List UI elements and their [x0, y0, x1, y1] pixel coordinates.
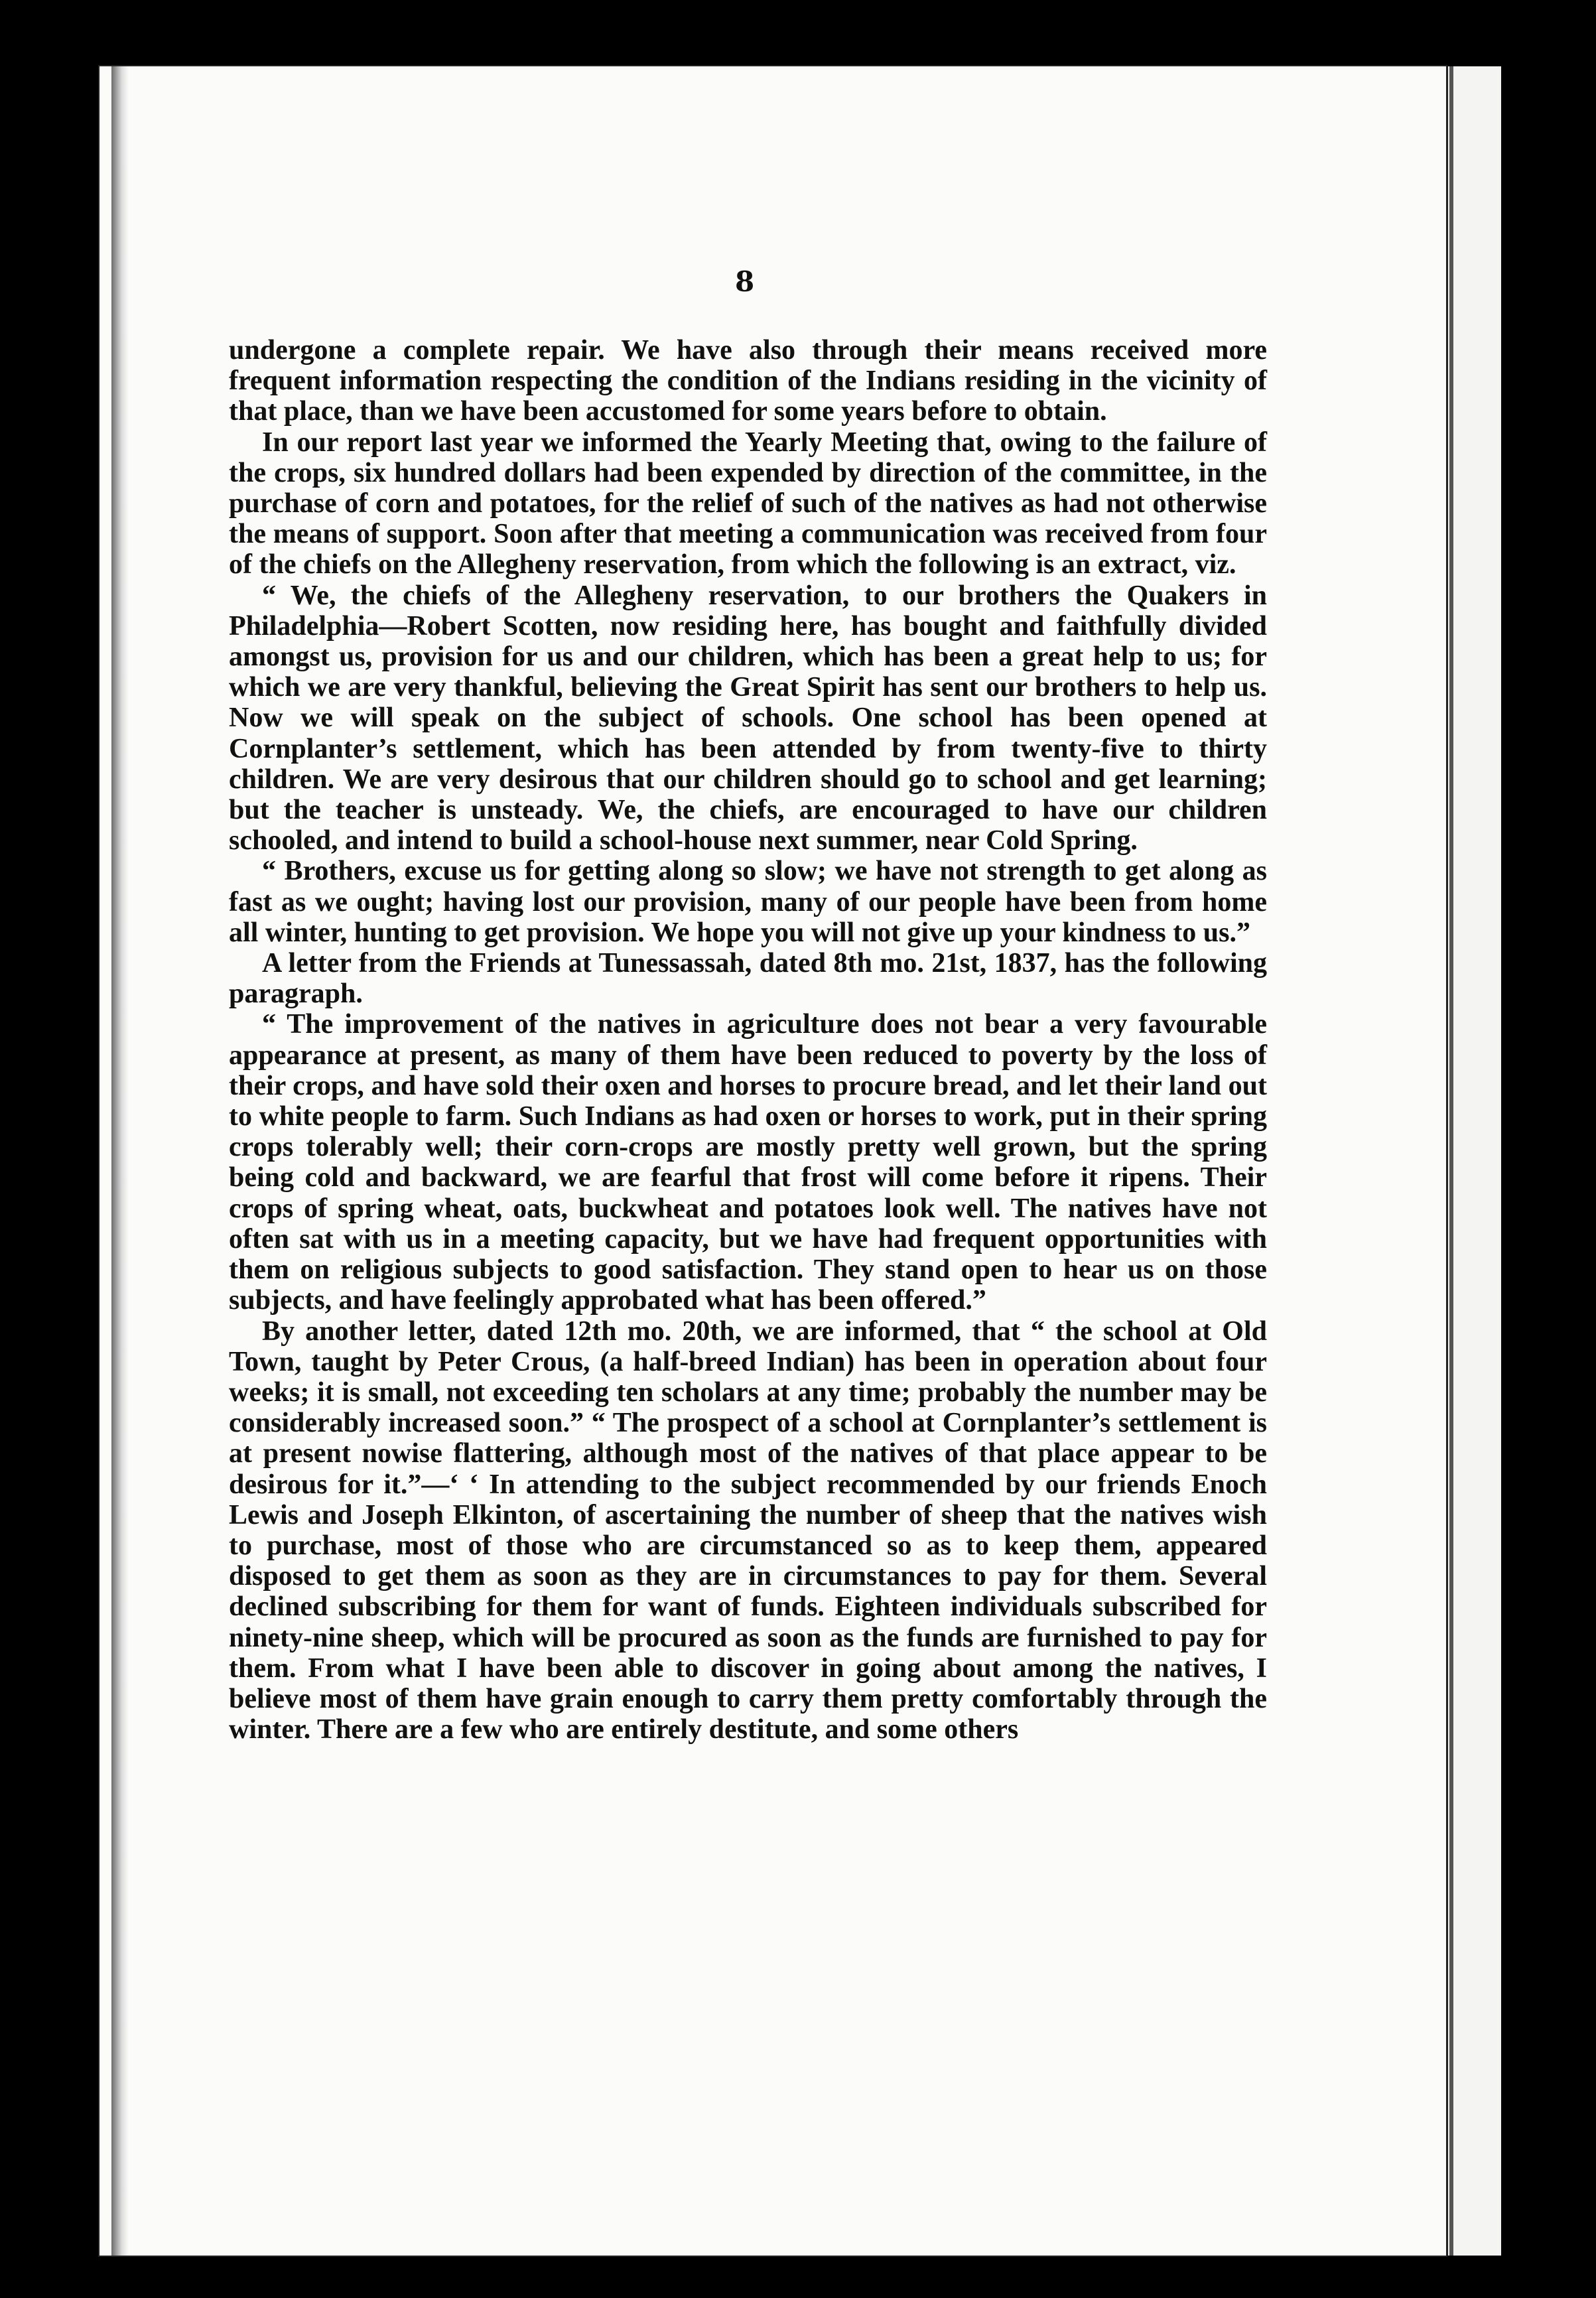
page-number: 8 — [735, 265, 755, 298]
adjacent-page-edge — [1446, 66, 1501, 2256]
paragraph: “ The improvement of the natives in agriculture does not bear a very favourable appearance at present, as many of them have been reduced to poverty by the loss of their crops, and have sold their oxen and horses to procure bread, and let their land out to white people to farm. Such Indians as had oxen or horses to work, put in their spring crops tolerably well; their corn-crops are mostly pretty well grown, but the spring being cold and backward, we are fearful that frost will come before it ripens. Their crops of spring wheat, oats, buckwheat and potatoes look well. The natives have not often sat with us in a meeting capacity, but we have had frequent opportunities with them on religious subjects to good satisfaction. They stand open to hear us on those subjects, and have feelingly approbated what has been offered.” — [229, 1009, 1267, 1316]
body-text — [229, 335, 1267, 1745]
paragraph: In our report last year we informed the Yearly Meeting that, owing to the failure of the crops, six hundred dollars had been expended by direction of the committee, in the purchase of corn and potatoes, for the relief of such of the natives as had not otherwise the means of support. Soon after that meeting a communication was received from four of the chiefs on the Allegheny reservation, from which the following is an extract, viz. — [229, 427, 1267, 580]
paragraph: A letter from the Friends at Tunessassah, dated 8th mo. 21st, 1837, has the following paragraph. — [229, 948, 1267, 1010]
paragraph: “ We, the chiefs of the Allegheny reservation, to our brothers the Quakers in Philadelphia—Robert Scotten, now residing here, has bought and faithfully divided amongst us, provision for us and our children, which has been a great help to us; for which we are very thankful, believing the Great Spirit has sent our brothers to help us. Now we will speak on the subject of schools. One school has been opened at Cornplanter’s settlement, which has been attended by from twenty-five to thirty children. We are very desirous that our children should go to school and get learning; but the teacher is unsteady. We, the chiefs, are encouraged to have our children schooled, and intend to build a school-house next summer, near Cold Spring. — [229, 580, 1267, 856]
paragraph: undergone a complete repair. We have also through their means received more frequent information respecting the condition of the Indians residing in the vicinity of that place, than we have been accustomed for some years before to obtain. — [229, 335, 1267, 427]
paragraph: By another letter, dated 12th mo. 20th, we are informed, that “ the school at Old Town, taught by Peter Crous, (a half-breed Indian) has been in operation about four weeks; it is small, not exceeding ten scholars at any time; probably the number may be considerably increased soon.” “ The prospect of a school at Cornplanter’s settlement is at present nowise flattering, although most of the natives of that place appear to be desirous for it.”—‘ ‘ In attending to the subject recommended by our friends Enoch Lewis and Joseph Elkinton, of ascertaining the number of sheep that the natives wish to purchase, most of those who are circumstanced so as to keep them, appeared disposed to get them as soon as they are in circumstances to pay for them. Several declined subscribing for them for want of funds. Eighteen individuals subscribed for ninety-nine sheep, which will be procured as soon as the funds are furnished to pay for them. From what I have been able to discover in going about among the natives, I believe most of them have grain enough to carry them pretty comfortably through the winter. There are a few who are entirely destitute, and some others — [229, 1316, 1267, 1745]
paragraph: “ Brothers, excuse us for getting along so slow; we have not strength to get along as fast as we ought; having lost our provision, many of our people have been from home all winter, hunting to get provision. We hope you will not give up your kindness to us.” — [229, 856, 1267, 948]
